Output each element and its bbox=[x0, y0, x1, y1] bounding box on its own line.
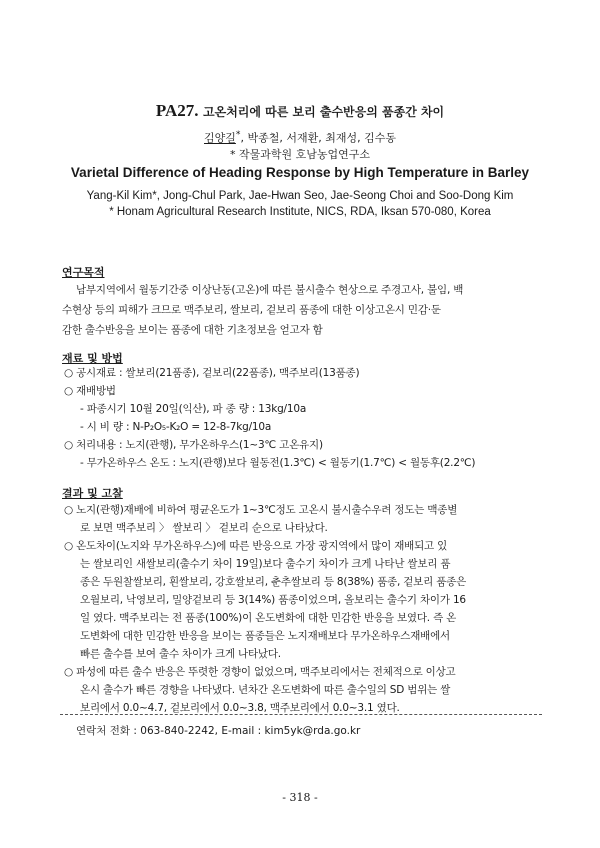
results-line: 일 였다. 맥주보리는 전 품종(100%)이 온도변화에 대한 민감한 반응을 보였다. 즉 온 bbox=[80, 612, 457, 624]
results-line: 오월보리, 낙영보리, 밀양겉보리 등 3(14%) 품종이었으며, 올보리는 출수기 차이가 16 bbox=[80, 594, 466, 606]
affiliation-en: * Honam Agricultural Research Institute, NICS, RDA, Iksan 570-080, Korea bbox=[109, 206, 491, 218]
methods-line: ○ 재배방법 bbox=[64, 385, 116, 397]
results-line: 도변화에 대한 민감한 반응을 보이는 품종들은 노지재배보다 무가온하우스재배에서 bbox=[80, 630, 450, 642]
methods-line: ○ 처리내용 : 노지(관행), 무가온하우스(1~3℃ 고온유지) bbox=[64, 439, 323, 451]
contact-info: 연락처 전화 : 063-840-2242, E-mail : kim5yk@rda.go.kr bbox=[76, 725, 361, 737]
results-line: ○ 노지(관행)재배에 비하여 평균온도가 1~3℃정도 고온시 불시출수우려 정도는 맥종별 bbox=[64, 504, 458, 516]
title-en: Varietal Difference of Heading Response by High Temperature in Barley bbox=[70, 165, 530, 180]
results-line: 종은 두원찰쌀보리, 흰쌀보리, 강호쌀보리, 춘추쌀보리 등 8(38%) 품종, 겉보리 품종은 bbox=[80, 576, 467, 588]
purpose-line: 수현상 등의 피해가 크므로 맥주보리, 쌀보리, 겉보리 품종에 대한 이상고온시 민감·둔 bbox=[62, 304, 441, 316]
lead-author: 김양길 bbox=[204, 131, 236, 145]
methods-heading: 재료 및 방법 bbox=[62, 352, 123, 365]
methods-line: ○ 공시재료 : 쌀보리(21품종), 겉보리(22품종), 맥주보리(13품종) bbox=[64, 367, 360, 379]
coauthors: , 박종철, 서재환, 최재성, 김수동 bbox=[240, 131, 396, 145]
methods-line: - 무가온하우스 온도 : 노지(관행)보다 월동전(1.3℃) < 월동기(1.7℃) < 월동후(2.2℃) bbox=[80, 457, 476, 469]
methods-line: - 파종시기 10월 20일(익산), 파 종 량 : 13kg/10a bbox=[80, 403, 307, 415]
page-number: - 318 - bbox=[282, 791, 318, 804]
results-heading: 결과 및 고찰 bbox=[62, 487, 123, 500]
divider bbox=[60, 714, 542, 715]
abstract-code: PA27. bbox=[155, 101, 199, 120]
results-line: 는 쌀보리인 새쌀보리(출수기 차이 19일)보다 출수기 차이가 크게 나타난 쌀보리 품 bbox=[80, 558, 451, 570]
results-line: 온시 출수가 빠른 경향을 나타냈다. 년차간 온도변화에 따른 출수일의 SD 범위는 쌀 bbox=[80, 684, 451, 696]
results-line: 보리에서 0.0~4.7, 겉보리에서 0.0~3.8, 맥주보리에서 0.0~3.1 였다. bbox=[80, 702, 400, 714]
authors-en: Yang-Kil Kim*, Jong-Chul Park, Jae-Hwan Seo, Jae-Seong Choi and Soo-Dong Kim bbox=[86, 190, 514, 202]
title-ko bbox=[0, 101, 600, 121]
affiliation-ko: * 작물과학원 호남농업연구소 bbox=[229, 148, 370, 161]
purpose-line: 감한 출수반응을 보이는 품종에 대한 기초정보을 얻고자 함 bbox=[62, 324, 323, 336]
results-line: ○ 파성에 따른 출수 반응은 뚜렷한 경향이 없었으며, 맥주보리에서는 전체적으로 이상고 bbox=[64, 666, 456, 678]
results-line: 로 보면 맥주보리 〉 쌀보리 〉 겉보리 순으로 나타났다. bbox=[80, 522, 328, 534]
purpose-line: 남부지역에서 월동기간중 이상난동(고온)에 따른 불시출수 현상으로 주경고사, 불임, 백 bbox=[76, 284, 464, 296]
methods-line: - 시 비 량 : N-P₂O₅-K₂O = 12-8-7kg/10a bbox=[80, 421, 272, 433]
purpose-heading: 연구목적 bbox=[62, 266, 105, 279]
results-line: 빠른 출수를 보여 출수 차이가 크게 나타났다. bbox=[80, 648, 281, 660]
authors-ko bbox=[0, 129, 600, 146]
lead-author-mark: * bbox=[235, 129, 241, 140]
results-line: ○ 온도차이(노지와 무가온하우스)에 따른 반응으로 가장 광지역에서 많이 재배되고 있 bbox=[64, 540, 448, 552]
title-ko-text: 고온처리에 따른 보리 출수반응의 품종간 차이 bbox=[203, 105, 445, 119]
